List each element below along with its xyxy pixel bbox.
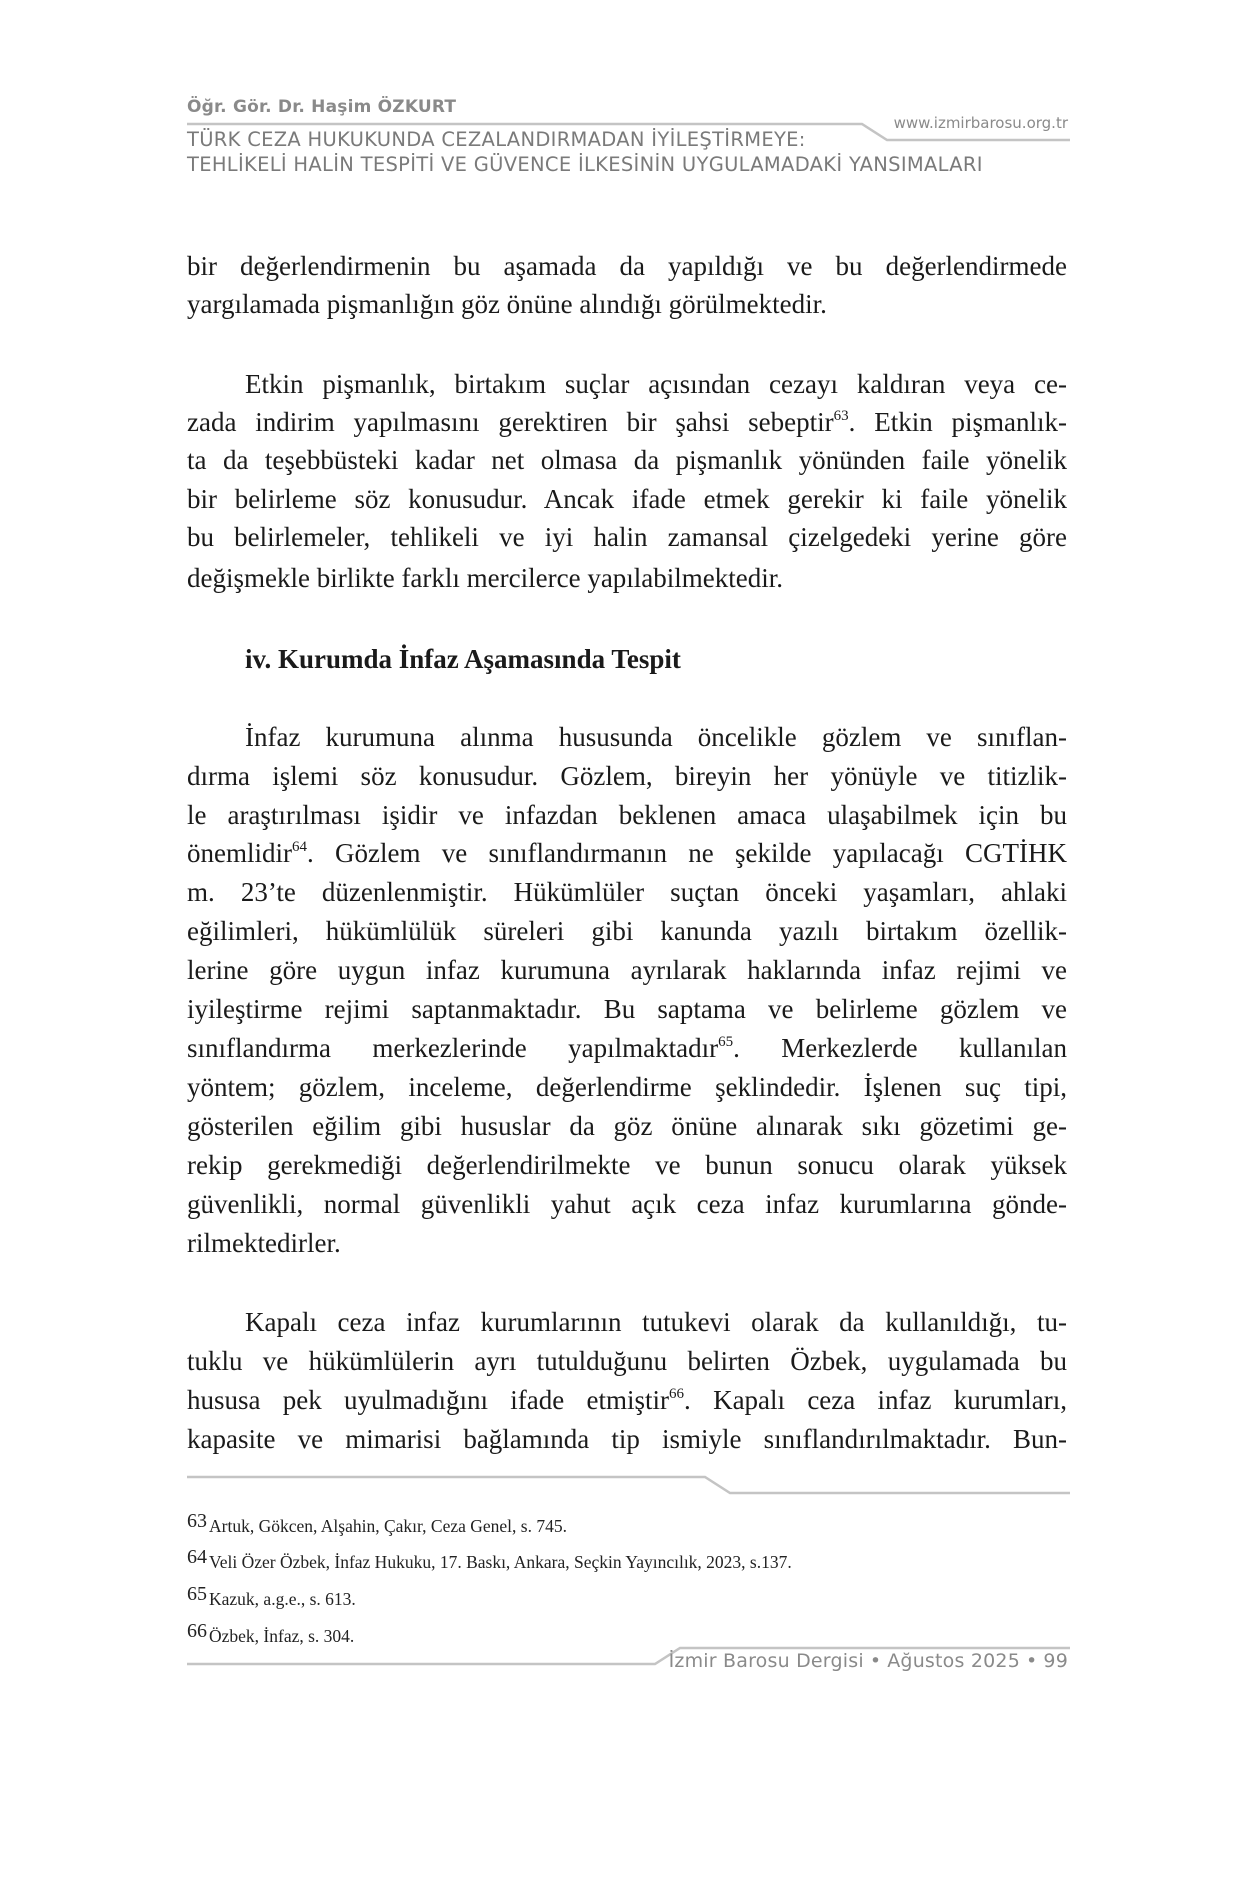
body-line: eğilimleri, hükümlülük süreleri gibi kanunda yazılı birtakım özellik- <box>187 916 1067 946</box>
issue-date: Ağustos 2025 <box>887 1650 1020 1672</box>
text: sınıflandırma merkezlerinde yapılmaktadır <box>187 1033 719 1063</box>
text: . Etkin pişmanlık- <box>848 407 1067 437</box>
body-line: rilmektedirler. <box>187 1228 341 1258</box>
body-line: bu belirlemeler, tehlikeli ve iyi halin zamansal çizelgedeki yerine göre <box>187 522 1067 552</box>
footnote-text: Artuk, Gökcen, Alşahin, Çakır, Ceza Genel, s. 745. <box>209 1516 567 1536</box>
header-url: www.izmirbarosu.org.tr <box>893 114 1068 132</box>
header-title-line-1: TÜRK CEZA HUKUKUNDA CEZALANDIRMADAN İYİLEŞTİRMEYE: <box>187 128 806 151</box>
footnote-ref-65[interactable]: 65 <box>718 1034 734 1050</box>
body-line: bir değerlendirmenin bu aşamada da yapıldığı ve bu değerlendirmede <box>187 251 1067 281</box>
page-number: 99 <box>1043 1650 1068 1672</box>
body-line: değişmekle birlikte farklı mercilerce yapılabilmektedir. <box>187 563 784 593</box>
footnote-ref-63[interactable]: 63 <box>833 408 849 424</box>
footnote-text: Veli Özer Özbek, İnfaz Hukuku, 17. Baskı, Ankara, Seçkin Yayıncılık, 2023, s.137. <box>209 1552 792 1572</box>
body-line: kapasite ve mimarisi bağlamında tip ismiyle sınıflandırılmaktadır. Bun- <box>187 1424 1067 1454</box>
bullet-separator: • <box>1026 1650 1038 1672</box>
header-title-line-2: TEHLİKELİ HALİN TESPİTİ VE GÜVENCE İLKESİNİN UYGULAMADAKİ YANSIMALARI <box>187 153 983 176</box>
body-line-with-footnote <box>187 1385 1067 1415</box>
body-line: le araştırılması işidir ve infazdan beklenen amaca ulaşabilmek için bu <box>187 800 1067 830</box>
footnote-ref-66[interactable]: 66 <box>669 1386 685 1402</box>
footnote-66 <box>187 1620 354 1647</box>
footnote-number: 66 <box>187 1620 207 1642</box>
body-line: güvenlikli, normal güvenlikli yahut açık ceza infaz kurumlarına gönde- <box>187 1189 1067 1219</box>
body-line-with-footnote <box>187 838 1067 868</box>
bullet-separator: • <box>869 1650 882 1672</box>
footnote-separator-rule <box>187 1477 1070 1493</box>
footnote-63 <box>187 1510 567 1537</box>
body-line: Kapalı ceza infaz kurumlarının tutukevi olarak da kullanıldığı, tu- <box>245 1307 1067 1337</box>
body-line: yargılamada pişmanlığın göz önüne alındığı görülmektedir. <box>187 289 827 319</box>
text: zada indirim yapılmasını gerektiren bir şahsi sebeptir <box>187 407 834 437</box>
body-line-with-footnote <box>187 1033 1067 1063</box>
footnote-number: 64 <box>187 1546 207 1568</box>
footnote-text: Kazuk, a.g.e., s. 613. <box>209 1589 356 1609</box>
footnote-65 <box>187 1583 356 1610</box>
body-line: Etkin pişmanlık, birtakım suçlar açısından cezayı kaldıran veya ce- <box>245 369 1067 399</box>
text: önemlidir <box>187 838 292 868</box>
body-line: tuklu ve hükümlülerin ayrı tutulduğunu belirten Özbek, uygulamada bu <box>187 1346 1067 1376</box>
body-line: lerine göre uygun infaz kurumuna ayrılarak haklarında infaz rejimi ve <box>187 955 1067 985</box>
footnote-number: 65 <box>187 1583 207 1605</box>
body-line: gösterilen eğilim gibi hususlar da göz önüne alınarak sıkı gözetimi ge- <box>187 1111 1067 1141</box>
body-line: ta da teşebbüsteki kadar net olmasa da pişmanlık yönünden faile yönelik <box>187 445 1067 475</box>
body-line-with-footnote <box>187 407 1067 437</box>
body-line: İnfaz kurumuna alınma hususunda öncelikle gözlem ve sınıflan- <box>245 722 1067 752</box>
body-line: rekip gerekmediği değerlendirilmekte ve bunun sonucu olarak yüksek <box>187 1150 1067 1180</box>
body-line: yöntem; gözlem, inceleme, değerlendirme şeklindedir. İşlenen suç tipi, <box>187 1072 1067 1102</box>
body-line: bir belirleme söz konusudur. Ancak ifade etmek gerekir ki faile yönelik <box>187 484 1067 514</box>
footnote-text: Özbek, İnfaz, s. 304. <box>209 1626 355 1646</box>
footnote-number: 63 <box>187 1510 207 1532</box>
body-line: m. 23’te düzenlenmiştir. Hükümlüler suçtan önceki yaşamları, ahlaki <box>187 877 1067 907</box>
header-author: Öğr. Gör. Dr. Haşim ÖZKURT <box>187 97 457 117</box>
footnote-64 <box>187 1546 792 1573</box>
body-line: iyileştirme rejimi saptanmaktadır. Bu saptama ve belirleme gözlem ve <box>187 994 1067 1024</box>
text: . Merkezlerde kullanılan <box>733 1033 1067 1063</box>
footnote-ref-64[interactable]: 64 <box>291 839 307 855</box>
text: . Gözlem ve sınıflandırmanın ne şekilde yapılacağı CGTİHK <box>306 838 1067 868</box>
text: hususa pek uyulmadığını ifade etmiştir <box>187 1385 670 1415</box>
section-heading: iv. Kurumda İnfaz Aşamasında Tespit <box>245 644 681 674</box>
body-line: dırma işlemi söz konusudur. Gözlem, bireyin her yönüyle ve titizlik- <box>187 761 1067 791</box>
journal-name: İzmir Barosu Dergisi <box>668 1650 864 1672</box>
page-footer <box>669 1650 1068 1672</box>
text: . Kapalı ceza infaz kurumları, <box>684 1385 1067 1415</box>
